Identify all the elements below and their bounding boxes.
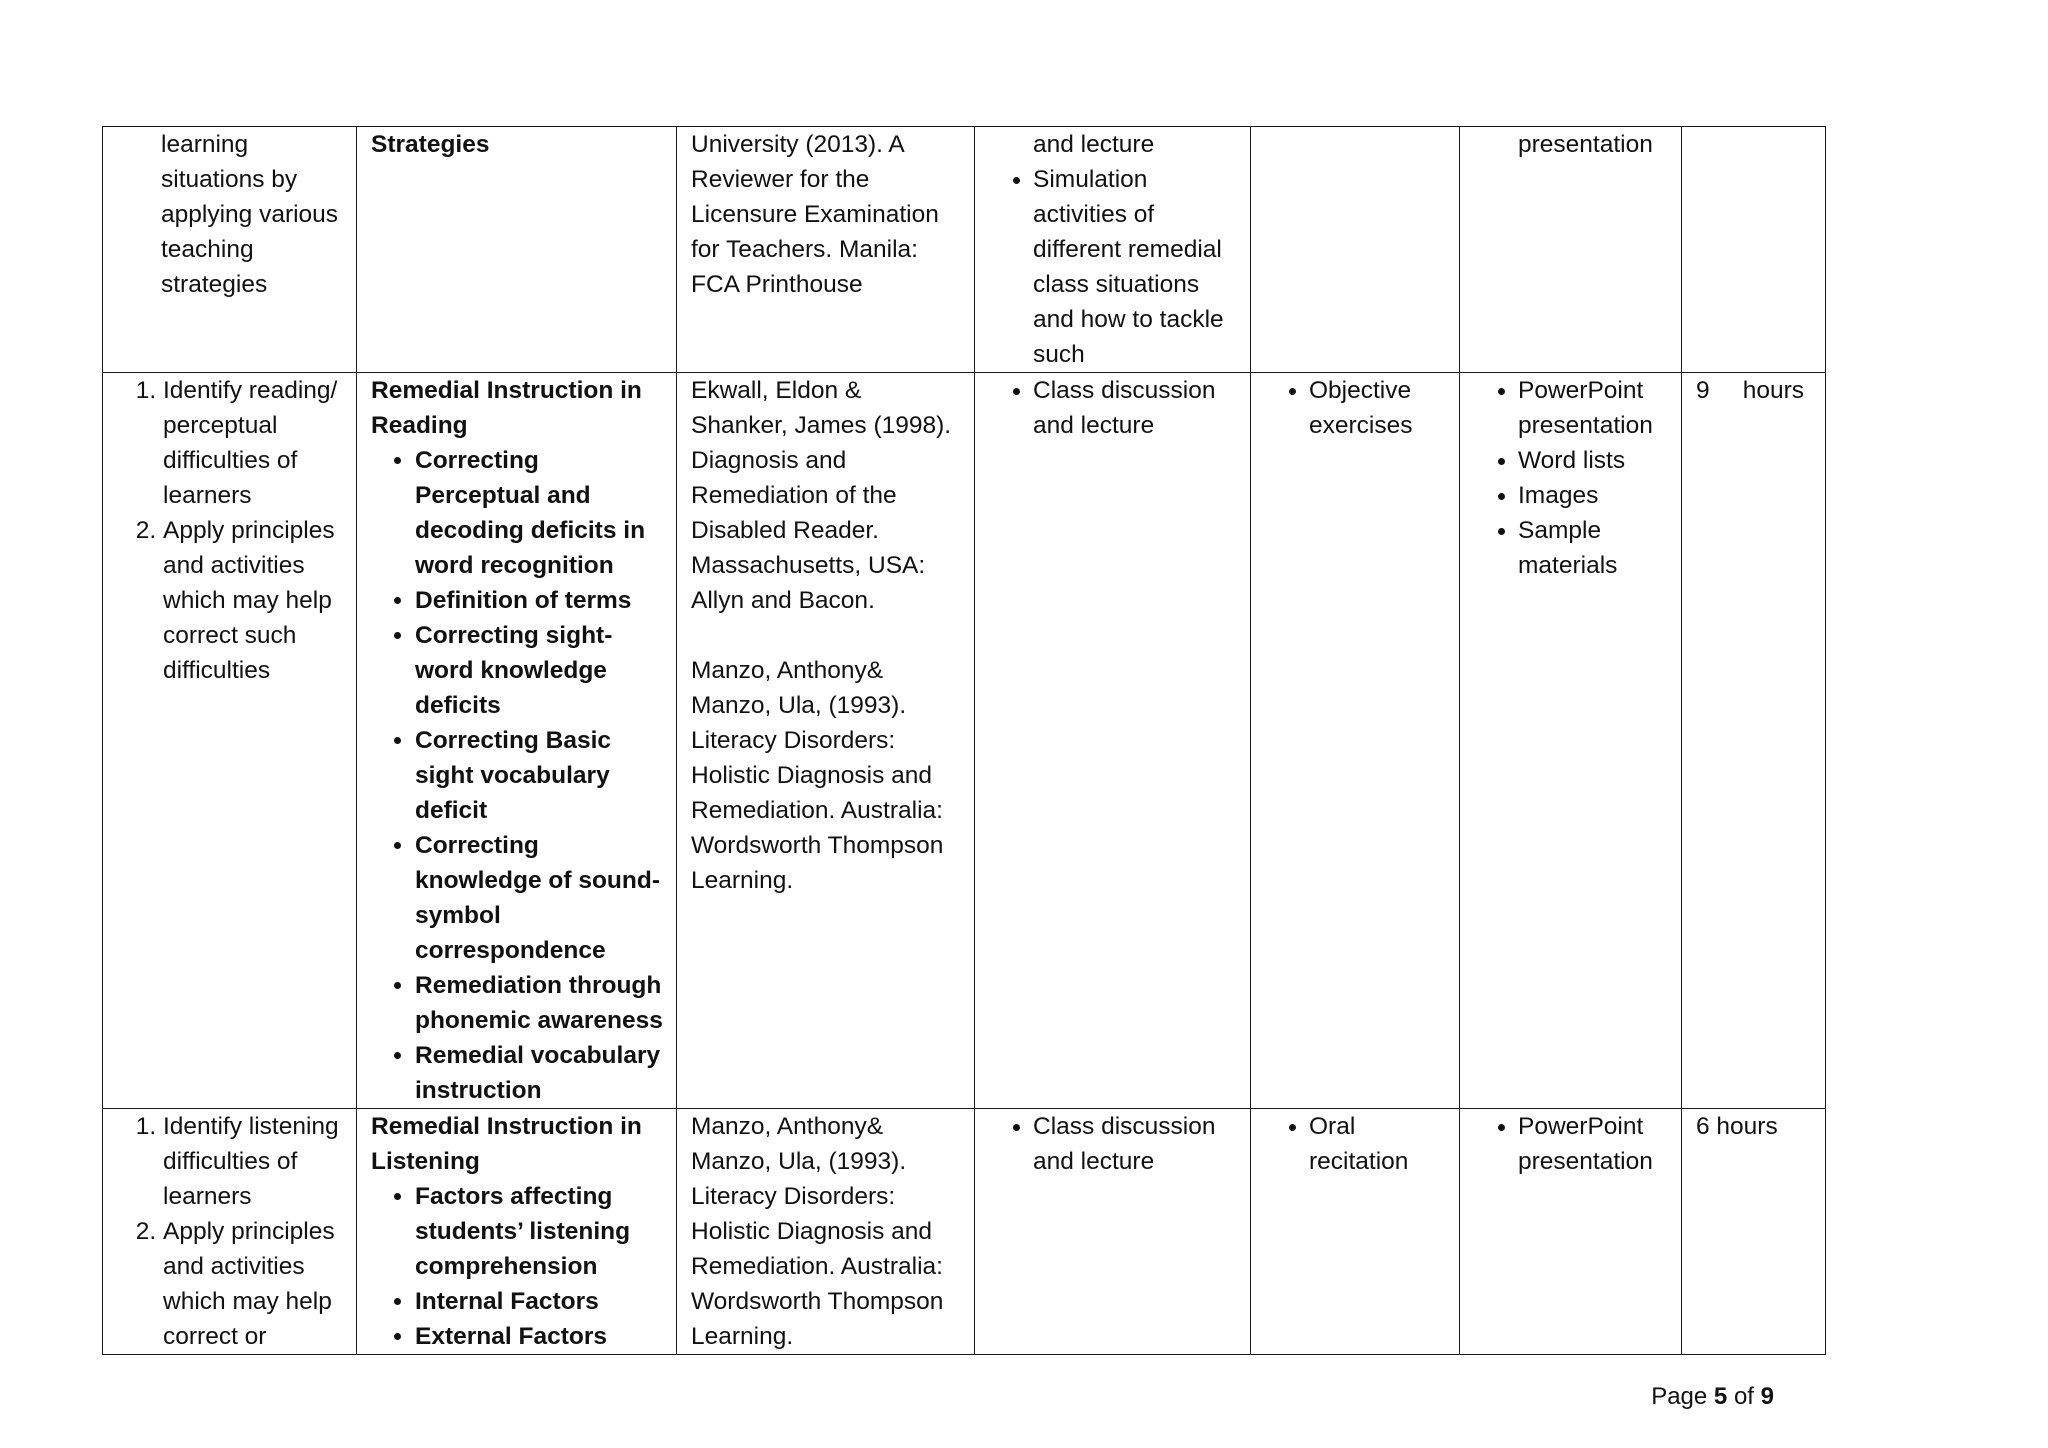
assessment-item: • Oral recitation xyxy=(1309,1109,1447,1179)
page-prefix: Page xyxy=(1651,1383,1708,1410)
materials-cell xyxy=(1460,373,1682,1109)
table-row xyxy=(103,127,1826,373)
topic-item: • Remediation through phonemic awareness xyxy=(415,968,664,1038)
objective-item: 2. Apply principles and activities which may help correct such difficulties xyxy=(163,513,344,688)
time-cell xyxy=(1682,127,1826,373)
topic-item: • Factors affecting students’ listening comprehension xyxy=(415,1179,664,1284)
table-row xyxy=(103,1109,1826,1355)
objectives-cell xyxy=(103,1109,357,1355)
time-cell xyxy=(1682,373,1826,1109)
material-item: • PowerPoint presentation xyxy=(1518,373,1669,443)
page-number xyxy=(1651,1383,1774,1411)
topic-item: • Internal Factors xyxy=(415,1284,664,1319)
time-unit: hours xyxy=(1742,377,1804,404)
objectives-cell xyxy=(103,127,357,373)
topic-item: • Correcting knowledge of sound-symbol correspondence xyxy=(415,828,664,968)
topic-item: • Correcting Perceptual and decoding deficits in word recognition xyxy=(415,443,664,583)
time-text: 6 hours xyxy=(1696,1113,1778,1140)
syllabus-table xyxy=(102,126,1826,1355)
reference: University (2013). A Reviewer for the Licensure Examination for Teachers. Manila: FCA Printhouse xyxy=(691,131,939,298)
topic-item: • Remedial vocabulary instruction xyxy=(415,1038,664,1108)
materials-cell xyxy=(1460,1109,1682,1355)
topic-cell xyxy=(357,127,677,373)
activities-cell xyxy=(975,127,1251,373)
references-cell xyxy=(677,127,975,373)
table-row xyxy=(103,373,1826,1109)
materials-cell xyxy=(1460,127,1682,373)
assessment-cell xyxy=(1251,127,1460,373)
objective-text: situations by xyxy=(161,166,298,193)
topic-title: Remedial Instruction in Reading xyxy=(371,377,642,439)
objective-text: teaching xyxy=(161,236,254,263)
page-total: 9 xyxy=(1760,1383,1774,1410)
page-current: 5 xyxy=(1713,1383,1728,1410)
activity-item: • Class discussion and lecture xyxy=(1033,373,1238,443)
material-item: • Images xyxy=(1518,478,1669,513)
assessment-item: • Objective exercises xyxy=(1309,373,1447,443)
reference: Manzo, Anthony& Manzo, Ula, (1993). Literacy Disorders: Holistic Diagnosis and Remediation. Australia: Wordsworth Thompson Learning. xyxy=(691,657,944,894)
topic-item: • External Factors xyxy=(415,1319,664,1354)
topic-title: Remedial Instruction in Listening xyxy=(371,1113,642,1175)
objective-text: applying various xyxy=(161,201,339,228)
objective-text: strategies xyxy=(161,271,268,298)
activity-item: • Simulation activities of different remedial class situations and how to tackle such xyxy=(1033,162,1238,372)
material-item: • Word lists xyxy=(1518,443,1669,478)
page-sep: of xyxy=(1733,1383,1754,1410)
topic-item: • Definition of terms xyxy=(415,583,664,618)
topic-cell xyxy=(357,1109,677,1355)
time-cell xyxy=(1682,1109,1826,1355)
material-item: • PowerPoint presentation xyxy=(1518,1109,1669,1179)
reference: Manzo, Anthony& Manzo, Ula, (1993). Literacy Disorders: Holistic Diagnosis and Remediation. Australia: Wordsworth Thompson Learning. xyxy=(691,1113,944,1350)
activities-cell xyxy=(975,373,1251,1109)
topic-item: • Correcting Basic sight vocabulary deficit xyxy=(415,723,664,828)
time-number: 9 xyxy=(1696,377,1710,404)
topic-title: Strategies xyxy=(371,131,490,158)
reference: Ekwall, Eldon & Shanker, James (1998). Diagnosis and Remediation of the Disabled Reader. Massachusetts, USA: Allyn and Bacon. xyxy=(691,377,952,614)
material-item: presentation xyxy=(1518,131,1653,158)
references-cell xyxy=(677,373,975,1109)
objectives-cell xyxy=(103,373,357,1109)
activity-item: and lecture xyxy=(1033,131,1155,158)
activities-cell xyxy=(975,1109,1251,1355)
objective-text: learning xyxy=(161,131,249,158)
topic-cell xyxy=(357,373,677,1109)
objective-item: 2. Apply principles and activities which may help correct or xyxy=(163,1214,344,1354)
material-item: • Sample materials xyxy=(1518,513,1669,583)
assessment-cell xyxy=(1251,1109,1460,1355)
topic-item: • Correcting sight-word knowledge deficits xyxy=(415,618,664,723)
objective-item: 1. Identify reading/ perceptual difficulties of learners xyxy=(163,373,344,513)
references-cell xyxy=(677,1109,975,1355)
activity-item: • Class discussion and lecture xyxy=(1033,1109,1238,1179)
objective-item: 1. Identify listening difficulties of learners xyxy=(163,1109,344,1214)
assessment-cell xyxy=(1251,373,1460,1109)
